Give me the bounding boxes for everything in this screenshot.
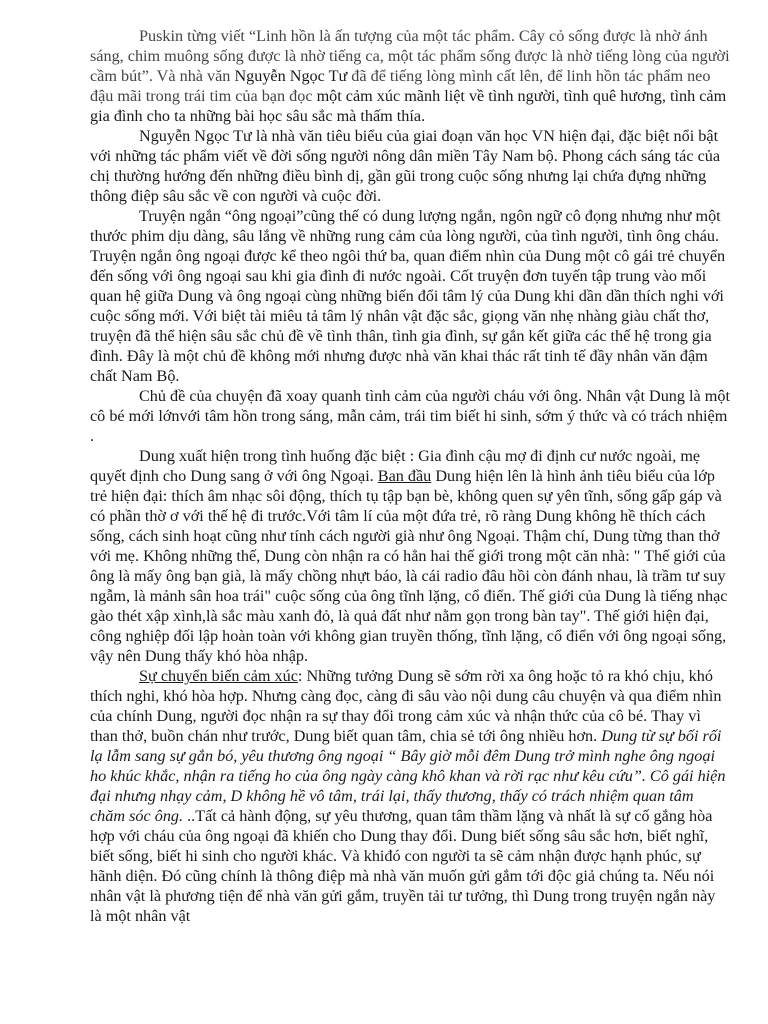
document-page <box>90 26 730 926</box>
paragraph-1 <box>90 26 730 126</box>
paragraph-6 <box>90 666 730 926</box>
paragraph-6-text-a: : Những tưởng Dung sẽ sớm rời xa ông hoặc tỏ ra khó chịu, khó thích nghi, khó hòa hợp. Nhưng càng đọc, càng đi sâu vào nội dung câu chuyện và qua điểm nhìn của chính Dung, người đọc nhận ra sự thay đổi trong cảm xúc và nhận thức của cô bé. Thay vì than thở, buồn chán như trước, Dung biết quan tâm, chia sẻ tới ông nhiều hơn. <box>90 667 722 745</box>
paragraph-1-text-c: đã để tiếng lòng mình cất lên, để linh hồn tác phẩm neo đậu mãi trong trái tim của bạn đọc <box>90 67 711 105</box>
paragraph-5 <box>90 446 730 666</box>
underlined-ban-dau: Ban đầu <box>377 467 432 485</box>
underlined-heading: Sự chuyển biến cảm xúc <box>139 667 298 685</box>
paragraph-1-text-d: một cảm xúc mãnh liệt về tình người, tình quê hương, tình cảm gia đình cho ta những bài học sâu sắc mà thấm thía. <box>90 87 727 125</box>
italic-quote: Dung từ sự bối rối lạ lẫm sang sự gắn bó, yêu thương ông ngoại “ Bây giờ mỗi đêm Dung trở mình nghe ông ngoại ho khúc khắc, nhận ra tiếng ho của ông ngày càng khô khan và rời rạc như kêu cứu”. Cô gái hiện đại nhưng nhạy cảm, D không hề vô tâm, trái lại, thấy thương, thấy có trách nhiệm quan tâm chăm sóc ông. <box>90 727 726 825</box>
paragraph-5-text-b: Dung hiện lên là hình ảnh tiêu biểu của lớp trẻ hiện đại: thích âm nhạc sôi động, thích tụ tập bạn bè, không quen sự yên tĩnh, sống gấp gáp và có phần thờ ơ với thế hệ đi trước.Với tâm lí của một đứa trẻ, rõ ràng Dung không hề thích cách sống, cách sinh hoạt cũng như tính cách người già như ông Ngoại. Thậm chí, Dung từng than thở với mẹ. Không những thế, Dung còn nhận ra có hẳn hai thế giới trong một căn nhà: " Thế giới của ông là mấy ông bạn già, là mấy chồng nhựt báo, là cái radio đâu hồi còn đánh nhau, là trầm tư suy ngẫm, là mảnh sân hoa trái" cuộc sống của ông tĩnh lặng, cổ điển. Thế giới của Dung là tiếng nhạc gào thét xập xình,là sắc màu xanh đỏ, là quả đất như nằm gọn trong bàn tay". Thế giới hiện đại, công nghiệp đối lập hoàn toàn với không gian truyền thống, tĩnh lặng, cổ điển với ông ngoại sống, vậy nên Dung thấy khó hòa nhập. <box>90 467 728 665</box>
author-name: Nguyễn Ngọc Tư <box>234 67 348 85</box>
paragraph-5-text-a: Dung xuất hiện trong tình huống đặc biệt : Gia đình cậu mợ đi định cư nước ngoài, mẹ quyết định cho Dung sang ở với ông Ngoại. <box>90 447 701 485</box>
paragraph-4: Chủ đề của chuyện đã xoay quanh tình cảm của người cháu với ông. Nhân vật Dung là một cô bé mới lớnvới tâm hồn trong sáng, mẫn cảm, trái tim biết hi sinh, sớm ý thức và có trách nhiệm . <box>90 387 730 445</box>
paragraph-6-text-b: ..Tất cả hành động, sự yêu thương, quan tâm thầm lặng và nhất là sự cố gắng hòa hợp với cháu của ông ngoại đã khiến cho Dung thay đổi. Dung biết sống sâu sắc hơn, biết nghĩ, biết sống, biết hi sinh cho người khác. Và khiđó con người ta sẽ cảm nhận được hạnh phúc, sự hãnh diện. Đó cũng chính là thông điệp mà nhà văn muốn gửi gắm tới độc giả chúng ta. Nếu nói nhân vật là phương tiện để nhà văn gửi gắm, truyền tải tư tưởng, thì Dung trong truyện ngắn này là một nhân vật <box>90 807 716 925</box>
paragraph-3: Truyện ngắn “ông ngoại”cũng thế có dung lượng ngắn, ngôn ngữ cô đọng nhưng như một thước phim dịu dàng, sâu lắng về những rung cảm của lòng người, của tình người, tình ông cháu. Truyện ngắn ông ngoại được kể theo ngôi thứ ba, quan điểm nhìn của Dung một cô gái trẻ chuyển đến sống với ông ngoại sau khi gia đình đi nước ngoài. Cốt truyện đơn tuyến tập trung vào mối quan hệ giữa Dung và ông ngoại cùng những biến đổi tâm lý của Dung khi dần dần thích nghi với cuộc sống mới. Với biệt tài miêu tả tâm lý nhân vật đặc sắc, giọng văn nhẹ nhàng giàu chất thơ, truyện đã thể hiện sâu sắc chủ đề về tình thân, tình gia đình, sự gắn kết giữa các thế hệ trong gia đình. Đây là một chủ đề không mới nhưng được nhà văn khai thác rất tinh tế đầy nhân văn đậm chất Nam Bộ. <box>90 207 726 385</box>
paragraph-2: Nguyễn Ngọc Tư là nhà văn tiêu biểu của giai đoạn văn học VN hiện đại, đặc biệt nổi bật với những tác phẩm viết về đời sống người nông dân miền Tây Nam bộ. Phong cách sáng tác của chị thường hướng đến những điều bình dị, gần gũi trong cuộc sống nhưng lại chứa đựng những thông điệp sâu sắc về con người và cuộc đời. <box>90 127 721 205</box>
paragraph-1-text-a: Puskin từng viết “Linh hồn là ấn tượng của một tác phẩm. Cây cỏ sống được là nhờ ánh sáng, chim muông sống được là nhờ tiếng ca, một tác phẩm sống được là nhờ tiếng lòng của người cầm bút”. Và nhà văn <box>90 27 730 85</box>
